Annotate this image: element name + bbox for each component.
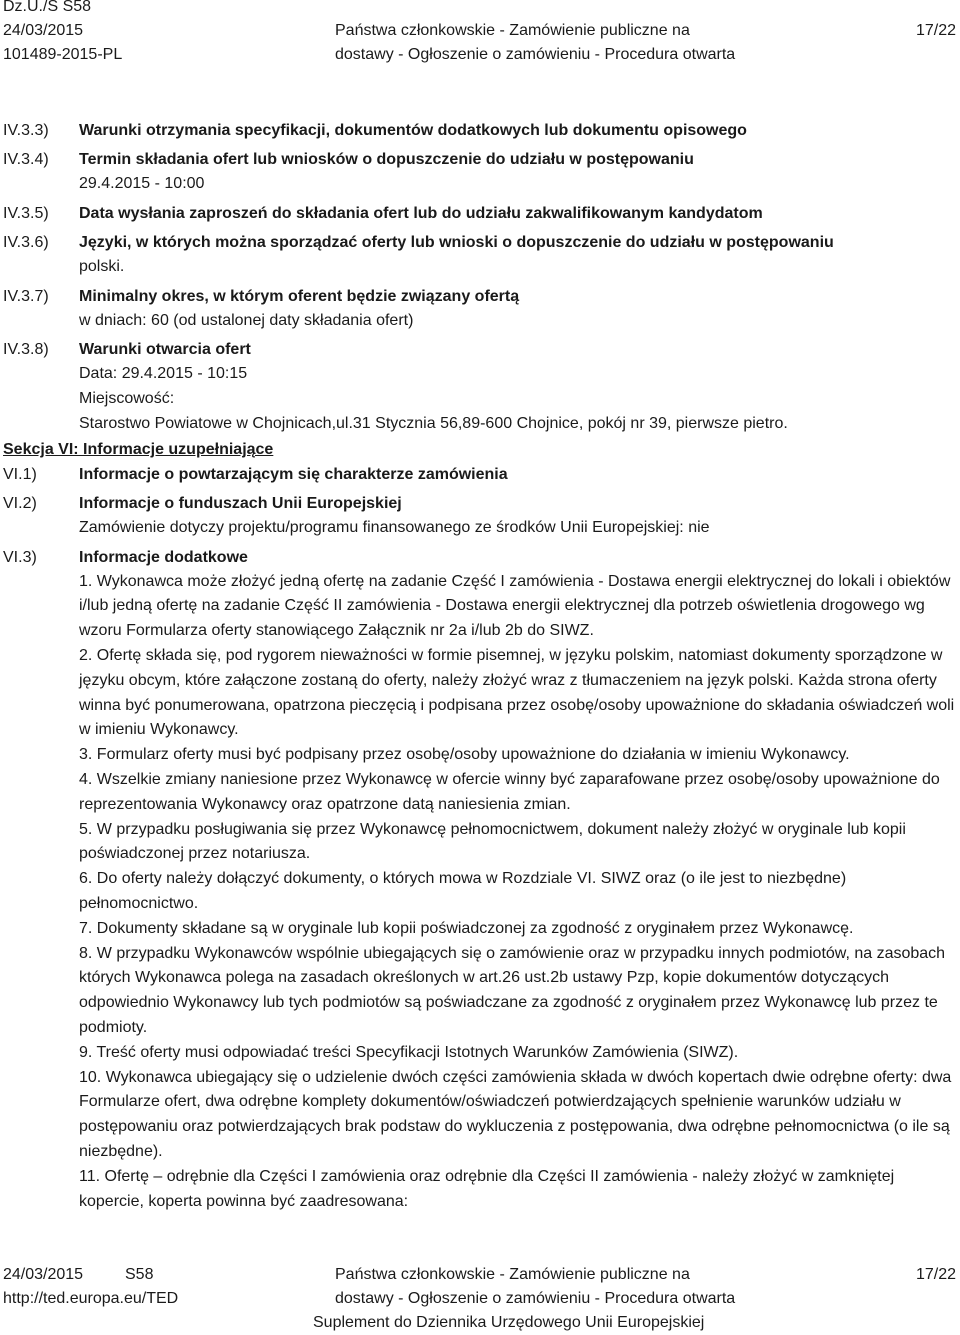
section-title: Informacje o powtarzającym się charakterze zamówienia	[79, 465, 508, 483]
section-text: Starostwo Powiatowe w Chojnicach,ul.31 Stycznia 56,89-600 Chojnice, pokój nr 39, pierwsze pietro.	[79, 414, 788, 432]
section-title: Warunki otrzymania specyfikacji, dokumentów dodatkowych lub dokumentu opisowego	[79, 122, 747, 139]
section-text: 6. Do oferty należy dołączyć dokumenty, o których mowa w Rozdziale VI. SIWZ oraz (o ile jest to niezbędne) pełnomocnictwo.	[79, 870, 847, 912]
section-vi-heading: Sekcja VI: Informacje uzupełniające	[3, 440, 274, 458]
footer-date: 24/03/2015	[3, 1266, 84, 1283]
section-text: 3. Formularz oferty musi być podpisany przez osobę/osoby upoważnione do działania w imieniu Wykonawcy.	[79, 746, 850, 764]
footer-series: S58	[125, 1266, 154, 1283]
footer-title-line1: Państwa członkowskie - Zamówienie publiczne na	[335, 1266, 690, 1283]
section-text: 11. Ofertę – odrębnie dla Części I zamówienia oraz odrębnie dla Części II zamówienia - należy złożyć w zamkniętej kopercie, koperta powinna być zaadresowana:	[79, 1167, 895, 1210]
section-text: 29.4.2015 - 10:00	[79, 175, 205, 192]
section-text: polski.	[79, 257, 125, 275]
section-number: IV.3.3)	[3, 122, 49, 139]
journal-ref: Dz.U./S S58	[3, 0, 92, 15]
footer-url[interactable]: http://ted.europa.eu/TED	[3, 1290, 179, 1307]
section-item	[0, 284, 960, 334]
section-item	[0, 147, 960, 197]
section-number: IV.3.4)	[3, 151, 49, 168]
section-number: IV.3.8)	[3, 341, 49, 359]
section-text: Data: 29.4.2015 - 10:15	[79, 365, 248, 383]
section-text: w dniach: 60 (od ustalonej daty składania ofert)	[79, 311, 414, 329]
header-title-line2: dostawy - Ogłoszenie o zamówieniu - Procedura otwarta	[335, 46, 736, 63]
section-text: Zamówienie dotyczy projektu/programu finansowanego ze środków Unii Europejskiej: nie	[79, 518, 710, 536]
section-title: Data wysłania zaproszeń do składania ofert lub do udziału zakwalifikowanym kandydatom	[79, 204, 763, 222]
section-item	[0, 462, 960, 487]
header-page-number: 17/22	[915, 22, 956, 39]
section-item	[0, 230, 960, 280]
footer-title-line2: dostawy - Ogłoszenie o zamówieniu - Procedura otwarta	[335, 1290, 736, 1307]
header-title-line1: Państwa członkowskie - Zamówienie publiczne na	[335, 22, 690, 39]
section-text: 9. Treść oferty musi odpowiadać treści Specyfikacji Istotnych Warunków Zamówienia (SIWZ).	[79, 1043, 739, 1061]
section-title: Minimalny okres, w którym oferent będzie związany ofertą	[79, 287, 520, 305]
section-title: Informacje o funduszach Unii Europejskiej	[79, 494, 402, 512]
section-text: 7. Dokumenty składane są w oryginale lub kopii poświadczonej za zgodność z oryginałem przez Wykonawcę.	[79, 919, 854, 937]
section-text: Miejscowość:	[79, 390, 175, 408]
section-item	[0, 118, 960, 143]
section-number: IV.3.5)	[3, 204, 49, 222]
section-vi-list	[0, 462, 960, 1215]
section-number: VI.2)	[3, 494, 37, 512]
section-text: 2. Ofertę składa się, pod rygorem nieważności w formie pisemnej, w języku polskim, natomiast dokumenty sporządzone w języku obcym, które załączone zostaną do oferty, należy złożyć wraz z tłumaczeniem na język polski. Każda strona oferty winna być ponumerowana, opatrzona pieczęcią i podpisana przez osobę/osoby upoważnione do składania oświadczeń woli w imieniu Wykonawcy.	[79, 646, 955, 739]
section-number: VI.1)	[3, 465, 37, 483]
section-title: Informacje dodatkowe	[79, 548, 248, 566]
section-title: Warunki otwarcia ofert	[79, 341, 251, 359]
section-text: 10. Wykonawca ubiegający się o udzielenie dwóch części zamówienia składa w dwóch kopertach dwie odrębne oferty: dwa Formularze ofert, dwa odrębne komplety dokumentów/oświadczeń potwierdzających spełnienie warunków udziału w postępowaniu oraz potwierdzających brak podstaw do wykluczenia z postępowania, dwa odrębne pełnomocnictwa (o ile są niezbędne).	[79, 1068, 952, 1160]
header-date: 24/03/2015	[3, 22, 84, 39]
footer-page-number: 17/22	[915, 1266, 956, 1283]
section-item	[0, 491, 960, 541]
section-text: 4. Wszelkie zmiany naniesione przez Wykonawcę w ofercie winny być zaparafowane przez osobę/osoby upoważnione do reprezentowania Wykonawcy oraz opatrzone datą naniesienia zmian.	[79, 770, 940, 813]
section-title: Języki, w których można sporządzać oferty lub wnioski o dopuszczenie do udziału w postępowaniu	[79, 233, 834, 251]
document-body	[0, 118, 960, 1214]
section-item	[0, 545, 960, 1215]
section-text: 1. Wykonawca może złożyć jedną ofertę na zadanie Część I zamówienia - Dostawa energii elektrycznej do lokali i obiektów i/lub jedną ofertę na zadanie Część II zamówienia - Dostawa energii elektrycznej dla potrzeb oświetlenia drogowego wg wzoru Formularza oferty stanowiącego Załącznik nr 2a i/lub 2b do SIWZ.	[79, 572, 951, 640]
section-number: VI.3)	[3, 548, 37, 566]
section-title: Termin składania ofert lub wniosków o dopuszczenie do udziału w postępowaniu	[79, 151, 694, 168]
section-number: IV.3.6)	[3, 233, 49, 251]
section-iv-list	[0, 118, 960, 437]
footer-title-line3: Suplement do Dziennika Urzędowego Unii Europejskiej	[313, 1314, 705, 1331]
section-text: 5. W przypadku posługiwania się przez Wykonawcę pełnomocnictwem, dokument należy złożyć w oryginale lub kopii poświadczonej przez notariusza.	[79, 820, 906, 863]
section-text: 8. W przypadku Wykonawców wspólnie ubiegających się o zamówienie oraz w przypadku innych podmiotów, na zasobach których Wykonawca polega na zasadach określonych w art.26 ust.2b ustawy Pzp, kopie dokumentów dotyczących odpowiednio Wykonawcy lub tych podmiotów są poświadczane za zgodność z oryginałem przez Wykonawcę lub przez te podmioty.	[79, 944, 946, 1036]
doc-id: 101489-2015-PL	[3, 46, 123, 63]
section-item	[0, 337, 960, 436]
section-item	[0, 201, 960, 226]
section-number: IV.3.7)	[3, 287, 49, 305]
